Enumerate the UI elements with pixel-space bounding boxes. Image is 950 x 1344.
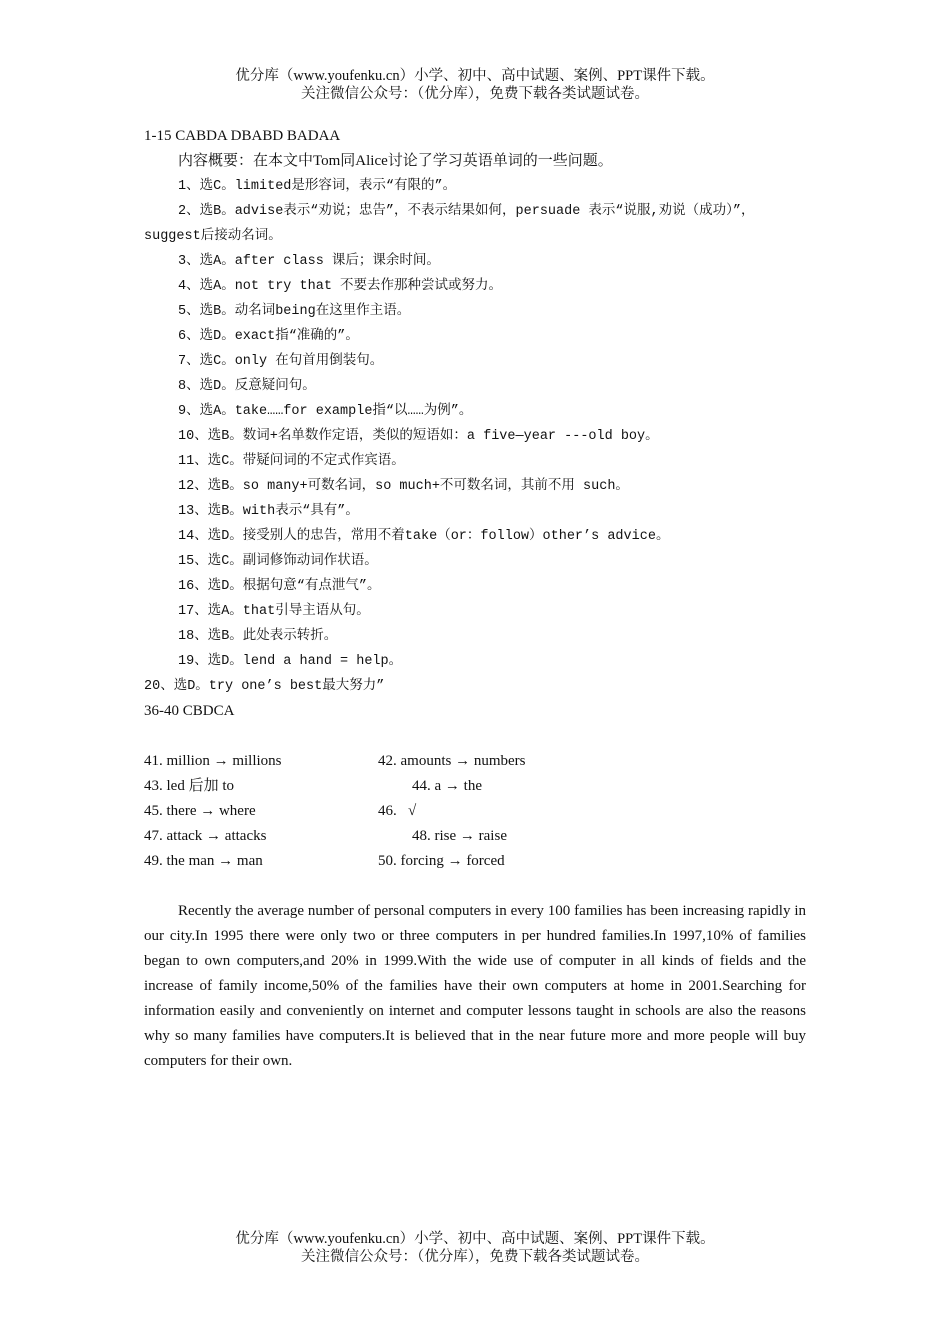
correction-45: 45. there → where xyxy=(144,803,256,819)
explanation-7: 7、选C。only 在句首用倒装句。 xyxy=(178,354,384,369)
correction-50: 50. forcing → forced xyxy=(378,853,505,869)
explanation-6: 6、选D。exact指“准确的”。 xyxy=(178,329,359,344)
document-body xyxy=(144,124,806,1074)
explanation-20: 20、选D。try one’s best最大努力” xyxy=(144,679,385,694)
correction-43: 43. led 后加 to xyxy=(144,778,234,794)
explanation-12: 12、选B。so many+可数名词，so much+不可数名词，其前不用 such。 xyxy=(178,479,629,494)
footer-line-2: 关注微信公众号：（优分库），免费下载各类试题试卷。 xyxy=(301,1249,649,1265)
explanation-8: 8、选D。反意疑问句。 xyxy=(178,379,316,394)
correction-49: 49. the man → man xyxy=(144,853,263,869)
header-line-2: 关注微信公众号：（优分库），免费下载各类试题试卷。 xyxy=(301,86,649,102)
correction-41: 41. million → millions xyxy=(144,753,282,769)
explanation-1: 1、选C。limited是形容词，表示“有限的”。 xyxy=(178,179,457,194)
correction-48: 48. rise → raise xyxy=(412,828,507,844)
correction-row xyxy=(144,749,806,774)
content-summary: 内容概要：在本文中Tom同Alice讨论了学习英语单词的一些问题。 xyxy=(178,153,613,169)
correction-row xyxy=(144,824,806,849)
header-line-1: 优分库（www.youfenku.cn）小学、初中、高中试题、案例、PPT课件下载。 xyxy=(235,68,715,84)
explanation-2: 2、选B。advise表示“劝说；忠告”，不表示结果如何，persuade 表示“说服,劝说（成功）”，suggest后接动名词。 xyxy=(144,204,755,244)
page-header xyxy=(0,67,950,103)
explanation-10: 10、选B。数词+名单数作定语，类似的短语如：a five—year ---old boy。 xyxy=(178,429,659,444)
explanation-4: 4、选A。not try that 不要去作那种尝试或努力。 xyxy=(178,279,503,294)
explanation-3: 3、选A。after class 课后；课余时间。 xyxy=(178,254,440,269)
footer-line-1: 优分库（www.youfenku.cn）小学、初中、高中试题、案例、PPT课件下载。 xyxy=(235,1231,715,1247)
page-footer xyxy=(0,1230,950,1266)
correction-row xyxy=(144,799,806,824)
explanation-17: 17、选A。that引导主语从句。 xyxy=(178,604,370,619)
explanation-16: 16、选D。根据句意“有点泄气”。 xyxy=(178,579,381,594)
corrections-table xyxy=(144,749,806,874)
correction-47: 47. attack → attacks xyxy=(144,828,267,844)
correction-row xyxy=(144,849,806,874)
explanation-14: 14、选D。接受别人的忠告，常用不着take（or：follow）other’s advice。 xyxy=(178,529,670,544)
correction-42: 42. amounts → numbers xyxy=(378,753,526,769)
answers-1-15: 1-15 CABDA DBABD BADAA xyxy=(144,128,341,144)
explanation-5: 5、选B。动名词being在这里作主语。 xyxy=(178,304,411,319)
explanation-11: 11、选C。带疑问词的不定式作宾语。 xyxy=(178,454,405,469)
explanation-9: 9、选A。take……for example指“以……为例”。 xyxy=(178,404,473,419)
writing-essay: Recently the average number of personal computers in every 100 families has been increasing rapidly in our city.In 1995 there were only two or three computers in per hundred families.In 1997,10% of families began to own computers,and 20% in 1999.With the wide use of computer in all kinds of fields and the increase of family income,50% of the families have their own computers at home in 2001.Searching for information easily and conveniently on internet and computer lessons taught in schools are also the reasons why so many families have computers.It is believed that in the near future more and more people will buy computers for their own. xyxy=(144,903,806,1069)
correction-46: 46. √ xyxy=(378,803,417,819)
explanation-19: 19、选D。lend a hand = help。 xyxy=(178,654,403,669)
correction-44: 44. a → the xyxy=(412,778,482,794)
answers-36-40: 36-40 CBDCA xyxy=(144,703,235,719)
explanation-13: 13、选B。with表示“具有”。 xyxy=(178,504,359,519)
explanation-18: 18、选B。此处表示转折。 xyxy=(178,629,338,644)
correction-row xyxy=(144,774,806,799)
explanation-15: 15、选C。副词修饰动词作状语。 xyxy=(178,554,378,569)
